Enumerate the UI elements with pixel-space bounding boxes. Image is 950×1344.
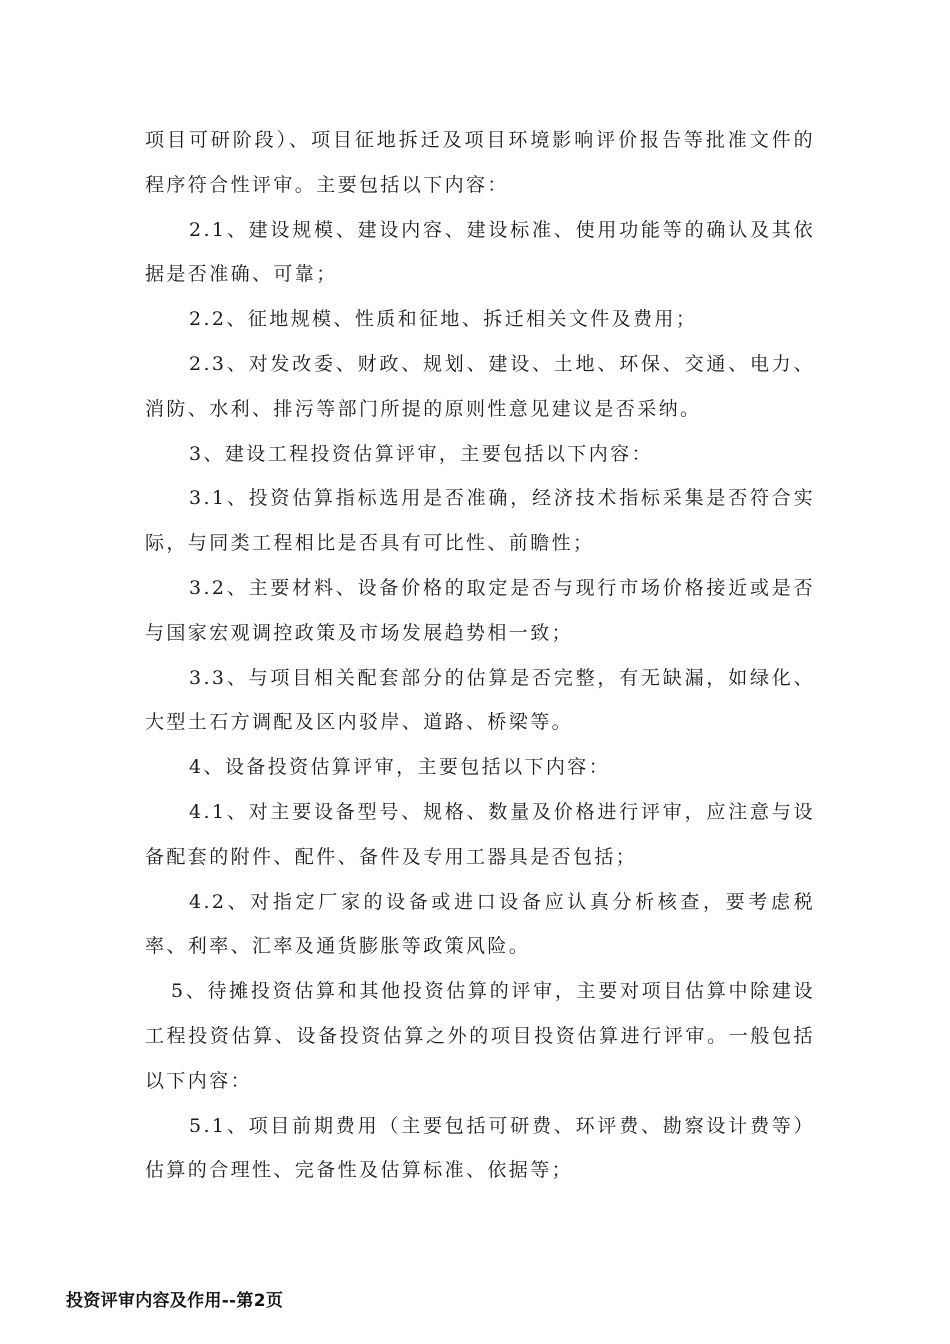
paragraph: 3、建设工程投资估算评审，主要包括以下内容：: [189, 442, 653, 465]
paragraph: 4、设备投资估算评审，主要包括以下内容：: [189, 756, 611, 779]
paragraph: 4.2、对指定厂家的设备或进口设备应认真分析核查，要考虑税率、利率、汇率及通货膨胀等政策风险。: [145, 890, 815, 958]
paragraph: 5、待摊投资估算和其他投资估算的评审，主要对项目估算中除建设工程投资估算、设备投资估算之外的项目投资估算进行评审。一般包括以下内容：: [145, 980, 815, 1092]
paragraph: 2.2、征地规模、性质和征地、拆迁相关文件及费用；: [189, 308, 698, 331]
paragraph: 3.3、与项目相关配套部分的估算是否完整，有无缺漏，如绿化、大型土石方调配及区内驳岸、道路、桥梁等。: [145, 666, 815, 734]
paragraph: 项目可研阶段）、项目征地拆迁及项目环境影响评价报告等批准文件的程序符合性评审。主要包括以下内容：: [145, 129, 815, 196]
paragraph: 2.1、建设规模、建设内容、建设标准、使用功能等的确认及其依据是否准确、可靠；: [145, 218, 815, 286]
document-body: [145, 118, 815, 1193]
paragraph: 3.1、投资估算指标选用是否准确，经济技术指标采集是否符合实际，与同类工程相比是否具有可比性、前瞻性；: [145, 487, 815, 555]
paragraph: 4.1、对主要设备型号、规格、数量及价格进行评审，应注意与设备配套的附件、配件、备件及专用工器具是否包括；: [145, 800, 815, 868]
paragraph: 5.1、项目前期费用（主要包括可研费、环评费、勘察设计费等）估算的合理性、完备性及估算标准、依据等；: [145, 1114, 815, 1182]
page-footer: 投资评审内容及作用--第2页: [66, 1291, 284, 1311]
paragraph: 2.3、对发改委、财政、规划、建设、土地、环保、交通、电力、消防、水利、排污等部门所提的原则性意见建议是否采纳。: [145, 352, 815, 420]
paragraph: 3.2、主要材料、设备价格的取定是否与现行市场价格接近或是否与国家宏观调控政策及市场发展趋势相一致；: [145, 576, 815, 644]
